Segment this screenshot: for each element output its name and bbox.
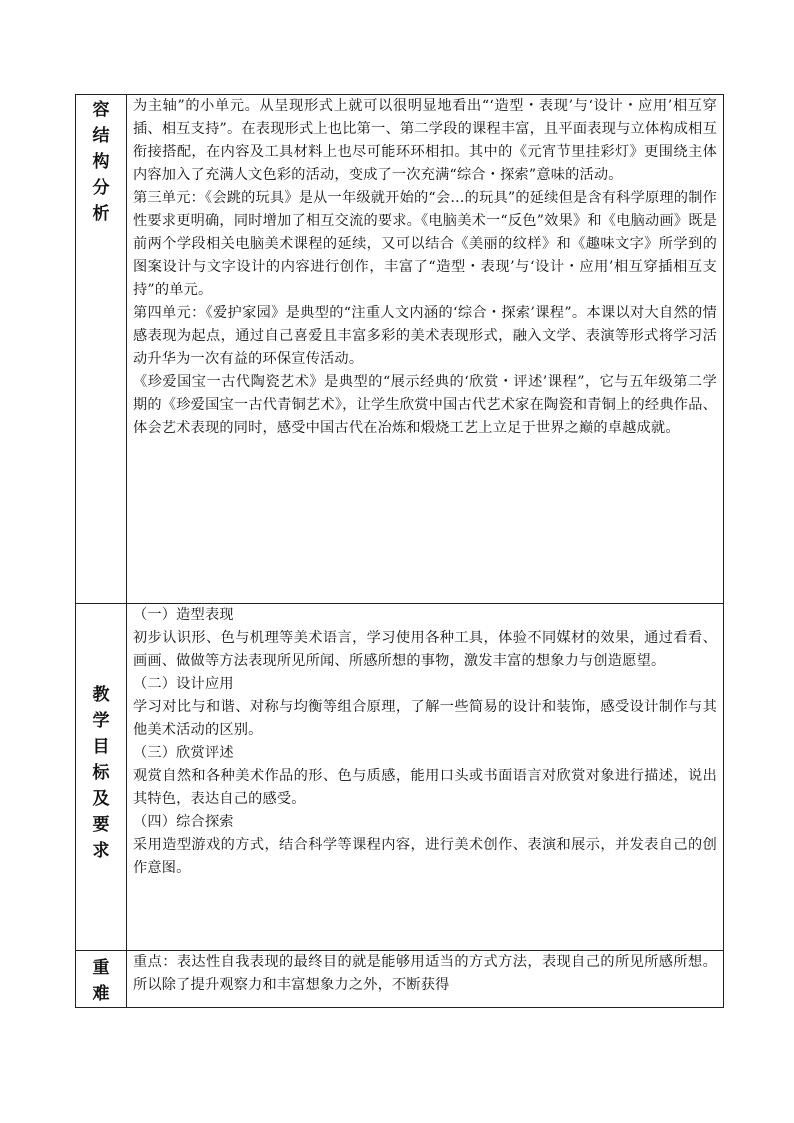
table-row-key-difficult-points — [76, 951, 724, 1008]
heading-char: 教 — [92, 685, 110, 705]
paragraph: 重点：表达性自我表现的最终目的就是能够用适当的方式方法，表现自己的所见所感所想。所以除了提升观察力和丰富想象力之外，不断获得 — [133, 954, 717, 993]
row-content — [127, 95, 723, 603]
row-content-cell — [127, 951, 724, 1008]
table-row-teaching-objectives — [76, 604, 724, 951]
row-content-cell — [127, 604, 724, 951]
heading-char: 构 — [92, 152, 110, 172]
section-heading: （三）欣赏评述 — [133, 745, 234, 761]
row-heading-cell — [76, 951, 127, 1008]
row-heading — [76, 604, 126, 864]
heading-char: 学 — [92, 711, 110, 731]
row-content — [127, 951, 723, 1003]
paragraph: 第四单元：《爱护家园》是典型的“注重人文内涵的‘综合・探索’课程”。本课以对大自然的情感表现为起点，通过自己喜爱且丰富多彩的美术表现形式，融入文学、表演等形式将学习活动升华为一次有益的环保宣传活动。 — [133, 305, 717, 367]
row-heading — [76, 95, 126, 227]
heading-char: 重 — [92, 958, 110, 978]
row-heading-cell — [76, 604, 127, 951]
heading-char: 析 — [92, 204, 110, 224]
row-content — [127, 604, 723, 950]
section-heading: （二）设计应用 — [133, 676, 234, 692]
heading-char: 结 — [92, 126, 110, 146]
paragraph: 《珍爱国宝一古代陶瓷艺术》是典型的“展示经典的‘欣赏・评述’课程”，它与五年级第二学期的《珍爱国宝一古代青铜艺术》，让学生欣赏中国古代艺术家在陶瓷和青铜上的经典作品、体会艺术表现的同时，感受中国古代在冶炼和煅烧工艺上立足于世界之巅的卓越成就。 — [133, 374, 717, 436]
heading-char: 标 — [92, 763, 110, 783]
paragraph: 观赏自然和各种美术作品的形、色与质感，能用口头或书面语言对欣赏对象进行描述，说出其特色，表达自己的感受。 — [133, 768, 717, 807]
paragraph: 为主轴”的小单元。从呈现形式上就可以很明显地看出“‘造型・表现’与‘设计・应用’相互穿插、相互支持”。在表现形式上也比第一、第二学段的课程丰富，且平面表现与立体构成相互衔接搭配，在内容及工具材料上也尽可能环环相扣。其中的《元宵节里挂彩灯》更围绕主体内容加入了充满人文色彩的活动，变成了一次充满“综合・探索”意味的活动。 — [133, 98, 717, 183]
section-heading: （一）造型表现 — [133, 607, 234, 623]
table-row-structure-analysis — [76, 95, 724, 604]
paragraph: 采用造型游戏的方式，结合科学等课程内容，进行美术创作、表演和展示，并发表自己的创作意图。 — [133, 837, 717, 876]
paragraph: 学习对比与和谐、对称与均衡等组合原理，了解一些简易的设计和装饰，感受设计制作与其他美术活动的区别。 — [133, 699, 717, 738]
paragraph: 初步认识形、色与机理等美术语言，学习使用各种工具，体验不同媒材的效果，通过看看、画画、做做等方法表现所见所闻、所感所想的事物，激发丰富的想象力与创造愿望。 — [133, 630, 717, 669]
heading-char: 求 — [92, 841, 110, 861]
paragraph: 第三单元：《会跳的玩具》是从一年级就开始的“会…的玩具”的延续但是含有科学原理的制作性要求更明确，同时增加了相互交流的要求。《电脑美术一“反色”效果》和《电脑动画》既是前两个学段相关电脑美术课程的延续，又可以结合《美丽的纹样》和《趣味文字》所学到的图案设计与文字设计的内容进行创作，丰富了“造型・表现’与‘设计・应用’相互穿插相互支持”的单元。 — [133, 190, 717, 298]
section-heading: （四）综合探索 — [133, 814, 234, 830]
heading-char: 分 — [92, 178, 110, 198]
row-heading — [76, 951, 126, 1007]
heading-char: 容 — [92, 100, 110, 120]
heading-char: 要 — [92, 815, 110, 835]
heading-char: 目 — [92, 737, 110, 757]
row-content-cell — [127, 95, 724, 604]
heading-char: 及 — [92, 789, 110, 809]
document-table — [75, 94, 724, 1008]
row-heading-cell — [76, 95, 127, 604]
heading-char: 难 — [92, 984, 110, 1004]
